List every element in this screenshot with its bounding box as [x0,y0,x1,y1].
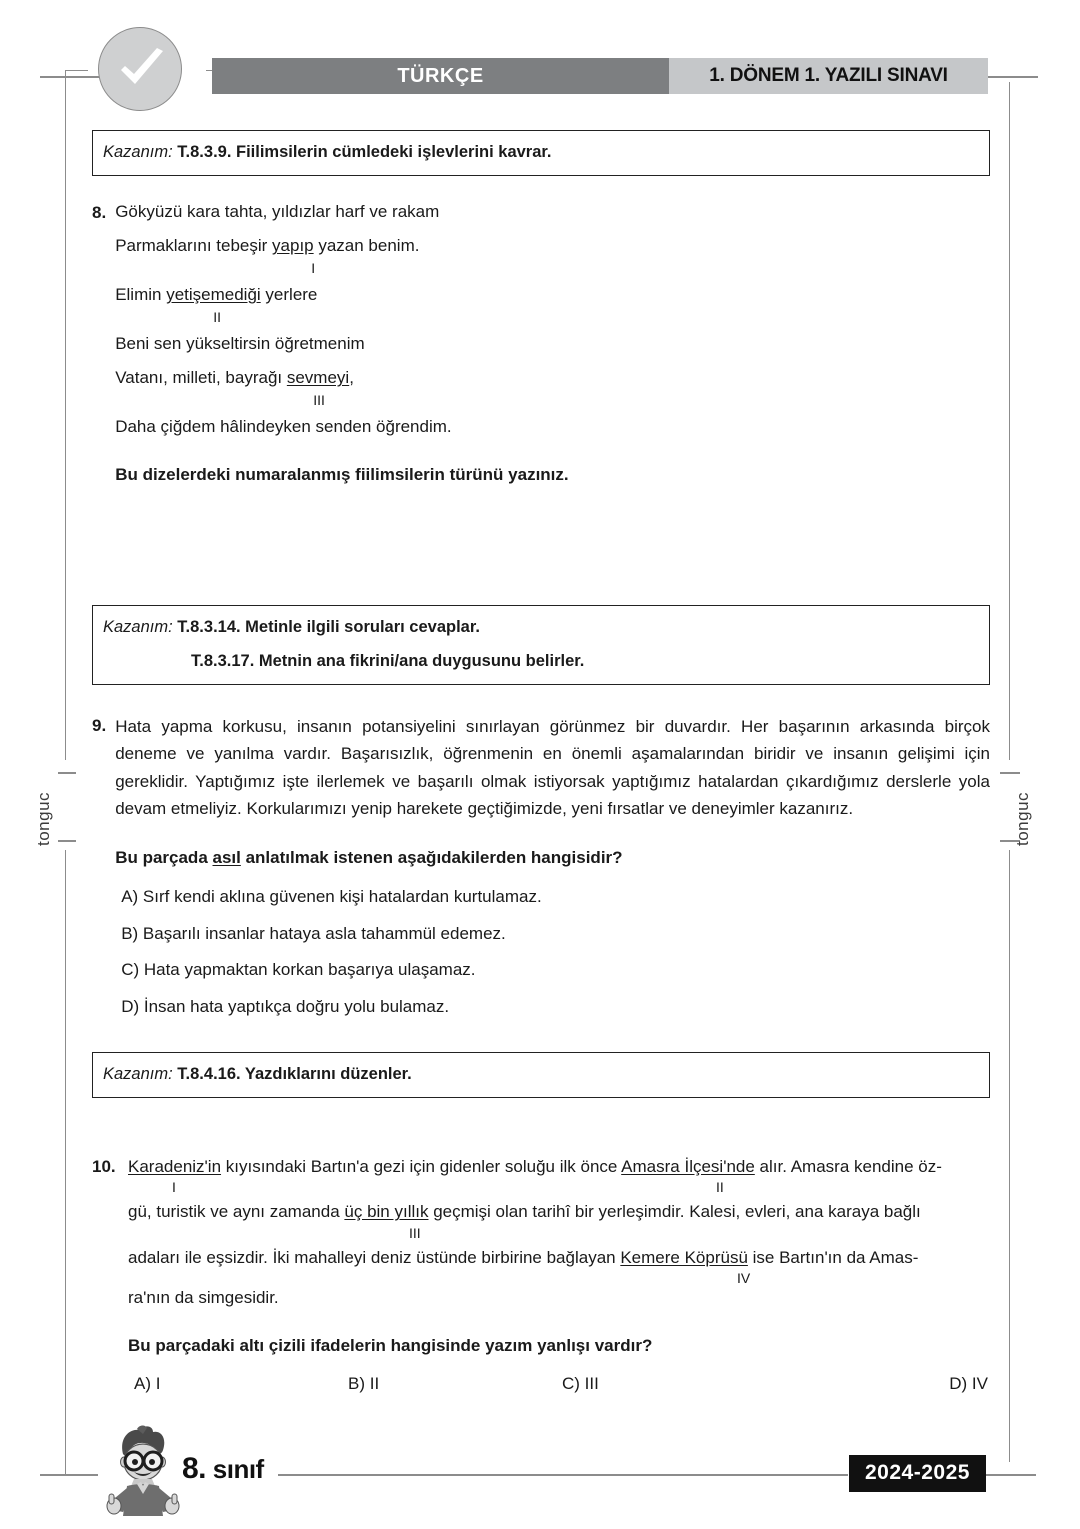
line-3-post: ise Bartın'ın da Amas- [747,1247,919,1267]
numeral-marker-2: II [716,1179,724,1196]
frame-gap-left-mid [58,760,74,850]
question-9-body [115,713,990,1031]
question-10-line-2 [128,1199,990,1225]
underlined-phrase-4: Kemere Köprüsü [620,1247,748,1267]
prompt-pre: Bu parçada [115,847,213,867]
line-2-post: geçmişi olan tarihî bir yerleşimdir. Kalesi, evleri, ana karaya bağlı [428,1202,921,1222]
exam-content [92,130,990,1394]
underlined-phrase-1: Karadeniz'in [128,1156,222,1176]
poem-line-5-post: , [349,368,354,388]
poem-line-5-pre: Vatanı, milleti, bayrağı [115,368,287,388]
numeral-row-1 [128,1179,990,1196]
footer-divider [278,1474,848,1476]
grade-suffix: sınıf [206,1454,264,1484]
poem-line-3-post: yerlere [260,285,318,305]
grade-number: 8. [182,1452,207,1485]
question-10-line-3 [128,1245,990,1271]
objective-box-3 [92,1052,990,1098]
objective-code: T.8.3.9. Fiilimsilerin cümledeki işlevlerini kavrar. [177,143,552,161]
line-2-pre: gü, turistik ve aynı zamanda [128,1202,345,1222]
numeral-marker-3: III [409,1224,421,1241]
question-8-prompt: Bu dizelerdeki numaralanmış fiilimsilerin türünü yazınız. [115,464,569,484]
poem-line-3-pre: Elimin [115,285,167,305]
poem-line-3 [115,283,990,308]
objective-line [103,615,979,640]
question-10 [92,1154,990,1395]
question-9 [92,713,990,1031]
question-10-body [128,1154,990,1395]
brand-watermark-right: tonguc [1013,791,1032,846]
question-9-number: 9. [92,715,107,735]
numeral-marker-1: I [172,1179,176,1196]
underlined-phrase-1: yapıp [272,236,314,256]
option-d[interactable]: D) İnsan hata yaptıkça doğru yolu bulamaz. [121,996,450,1016]
exam-title-bar [212,58,988,94]
question-10-line-4: ra'nın da simgesidir. [128,1288,279,1308]
underlined-phrase-2: yetişemediği [166,285,261,305]
question-10-number: 10. [92,1156,116,1176]
academic-year-badge: 2024-2025 [849,1455,986,1492]
underlined-phrase-2: Amasra İlçesi'nde [621,1156,755,1176]
question-8-body [115,200,990,487]
poem-line-1: Gökyüzü kara tahta, yıldızlar harf ve rakam [115,201,440,221]
objective-label: Kazanım: [103,618,173,637]
check-circle-icon [98,27,182,111]
frame-tick-right-top [988,76,1038,78]
exam-term-label: 1. DÖNEM 1. YAZILI SINAVI [669,58,988,94]
objective-code: T.8.3.14. Metinle ilgili soruları cevaplar. [177,618,480,637]
objective-line-secondary [103,649,979,674]
frame-gap-top-right [986,60,1026,82]
numeral-marker-3: III [313,391,325,408]
objective-code-2: T.8.3.17. Metnin ana fikrini/ana duygusunu belirler. [191,651,585,670]
poem-line-4: Beni sen yükseltirsin öğretmenim [115,333,365,353]
numeral-marker-1: I [311,260,316,277]
poem-line-2 [115,234,990,259]
question-10-line-1 [128,1154,990,1180]
line-3-pre: adaları ile eşsizdir. İki mahalleyi deniz üstünde birbirine bağlayan [128,1247,621,1267]
objective-line [103,140,979,165]
frame-tick-left-bottom [40,1474,98,1476]
objective-box-1 [92,130,990,176]
option-b[interactable]: B) II [348,1374,380,1394]
underlined-phrase-3: üç bin yıllık [344,1202,429,1222]
student-mascot-icon [103,1424,183,1529]
line-1-mid: kıyısındaki Bartın'a gezi için gidenler soluğu ilk önce [221,1156,622,1176]
question-10-options [128,1374,990,1394]
frame-tick-left-mid-bottom [58,840,76,842]
line-1-tail: alır. Amasra kendine öz- [754,1156,942,1176]
frame-tick-left-top [40,76,102,78]
numeral-row-2 [128,1225,990,1242]
objective-label: Kazanım: [103,143,173,161]
objective-code: T.8.4.16. Yazdıklarını düzenler. [177,1065,412,1084]
objective-line [103,1062,979,1087]
question-10-prompt: Bu parçadaki altı çizili ifadelerin hangisinde yazım yanlışı vardır? [128,1335,653,1355]
numeral-marker-4: IV [737,1270,751,1287]
poem-line-5 [115,366,990,391]
question-9-options [115,884,990,1019]
option-a[interactable]: A) Sırf kendi aklına güvenen kişi hatalardan kurtulamaz. [121,887,542,907]
poem-line-2-pre: Parmaklarını tebeşir [115,236,273,256]
frame-tick-left-mid-top [58,772,76,774]
frame-tick-right-bottom [986,1474,1036,1476]
numeral-marker-2: II [213,308,221,325]
prompt-post: anlatılmak istenen aşağıdakilerden hangisidir? [240,847,623,867]
objective-label: Kazanım: [103,1065,173,1084]
numeral-row-3 [128,1270,990,1285]
poem-line-2-post: yazan benim. [313,236,420,256]
prompt-emphasis: asıl [212,847,241,867]
brand-watermark-left: tonguc [34,791,53,846]
question-9-prompt [115,845,990,871]
poem-line-6: Daha çiğdem hâlindeyken senden öğrendim. [115,416,452,436]
option-c[interactable]: C) Hata yapmaktan korkan başarıya ulaşamaz. [121,960,476,980]
option-d[interactable]: D) IV [949,1374,988,1394]
option-c[interactable]: C) III [562,1374,599,1394]
objective-box-2 [92,605,990,685]
underlined-phrase-3: sevmeyi [286,368,350,388]
option-a[interactable]: A) I [134,1374,161,1394]
question-8 [92,200,990,487]
question-8-number: 8. [92,202,107,222]
grade-label [182,1452,264,1486]
exam-subject-label: TÜRKÇE [212,58,669,94]
question-9-paragraph: Hata yapma korkusu, insanın potansiyelini sınırlayan görünmez bir duvardır. Her başarının arkasında birçok deneme ve yanılma vardır. Başarısızlık, öğrenmenin en önemli aşamalarından biridir ve insanın gelişimi için gereklidir. Yaptığımız işte ilerlemek ve başarılı olmak istiyorsak yaptığımız hatalardan çıkardığımız derslerle yola devam etmeliyiz. Korkularımızı yenip harekete geçtiğimizde, yeni fırsatlar ve deneyimler kazanırız. [115,716,990,819]
option-b[interactable]: B) Başarılı insanlar hataya asla tahammül edemez. [121,923,506,943]
frame-tick-right-mid-top [1000,772,1020,774]
